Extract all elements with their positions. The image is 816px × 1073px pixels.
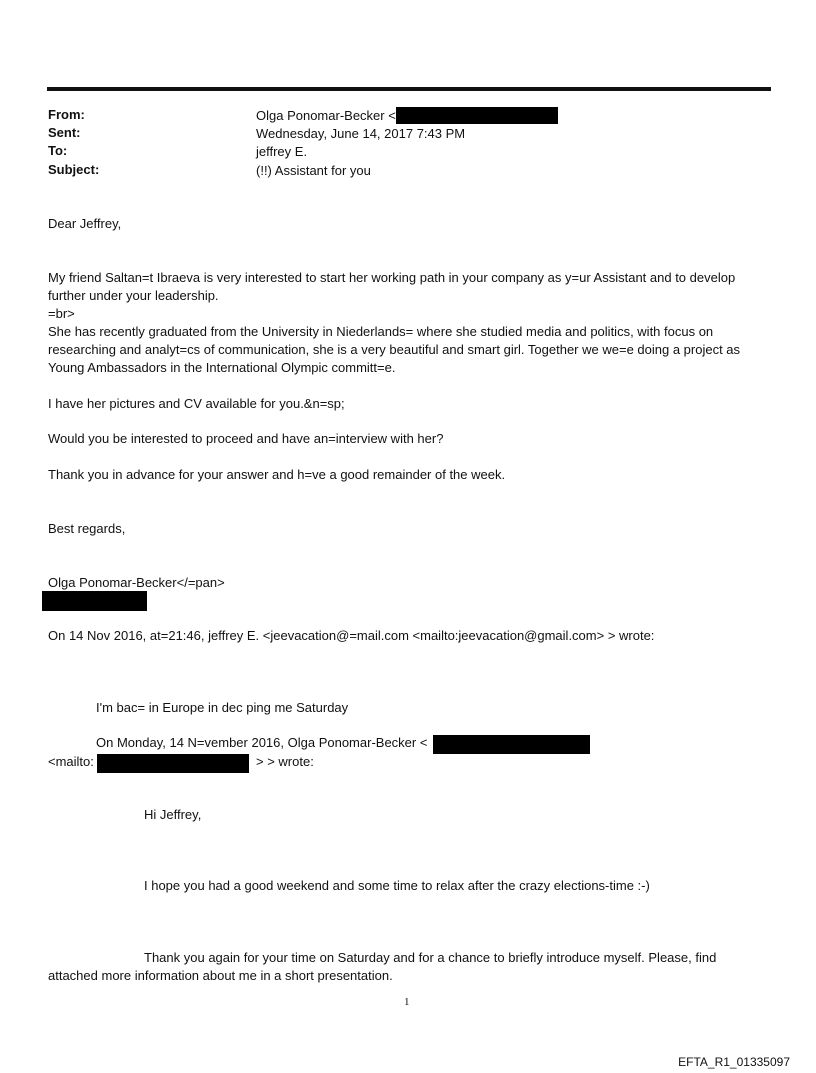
paragraph-5: Thank you in advance for your answer and h=ve a good remainder of the week. — [48, 467, 506, 482]
signature: Olga Ponomar-Becker</=pan> — [48, 575, 225, 590]
redaction-signature-block — [42, 591, 147, 611]
to-value: jeffrey E. — [256, 144, 308, 159]
to-label: To: — [48, 143, 68, 158]
original-header-line-2a: <mailto: — [48, 754, 94, 769]
paragraph-2-line-3: Young Ambassadors in the International Olympic committ=e. — [48, 360, 396, 375]
paragraph-1-line-2: further under your leadership. — [48, 288, 219, 303]
from-value: Olga Ponomar-Becker < — [256, 108, 396, 123]
redaction-from-email — [396, 107, 558, 124]
reply-header: On 14 Nov 2016, at=21:46, jeffrey E. <jeevacation@=mail.com <mailto:jeevacation@gmail.com> > wrote: — [48, 628, 655, 643]
subject-value: (!!) Assistant for you — [256, 163, 371, 178]
from-label: From: — [48, 107, 85, 122]
original-greeting: Hi Jeffrey, — [144, 807, 202, 822]
redaction-mailto — [97, 754, 249, 773]
paragraph-1-line-3: =br> — [48, 306, 75, 321]
header-rule — [47, 87, 771, 91]
reply-text: I'm bac= in Europe in dec ping me Saturday — [96, 700, 349, 715]
paragraph-1-line-1: My friend Saltan=t Ibraeva is very interested to start her working path in your company as y=ur Assistant and to develop — [48, 270, 736, 285]
original-paragraph-2-line-1: Thank you again for your time on Saturday and for a chance to briefly introduce myself. Please, find — [144, 950, 717, 965]
greeting: Dear Jeffrey, — [48, 216, 122, 231]
sent-value: Wednesday, June 14, 2017 7:43 PM — [256, 126, 466, 141]
original-paragraph-2-line-2: attached more information about me in a short presentation. — [48, 968, 393, 983]
paragraph-2-line-2: researching and analyt=cs of communication, she is a very beautiful and smart girl. Together we we=e doing a project as — [48, 342, 741, 357]
original-header-line-2b: > > wrote: — [256, 754, 314, 769]
paragraph-3: I have her pictures and CV available for you.&n=sp; — [48, 396, 345, 411]
paragraph-2-line-1: She has recently graduated from the University in Niederlands= where she studied media and politics, with focus on — [48, 324, 714, 339]
document-id: EFTA_R1_01335097 — [678, 1055, 790, 1069]
original-header-line-1: On Monday, 14 N=vember 2016, Olga Ponomar-Becker < — [96, 735, 428, 750]
redaction-original-email — [433, 735, 590, 754]
original-paragraph-1: I hope you had a good weekend and some time to relax after the crazy elections-time :-) — [144, 878, 650, 893]
page-number: 1 — [404, 996, 410, 1008]
closing: Best regards, — [48, 521, 126, 536]
paragraph-4: Would you be interested to proceed and have an=interview with her? — [48, 431, 444, 446]
sent-label: Sent: — [48, 125, 81, 140]
subject-label: Subject: — [48, 162, 100, 177]
